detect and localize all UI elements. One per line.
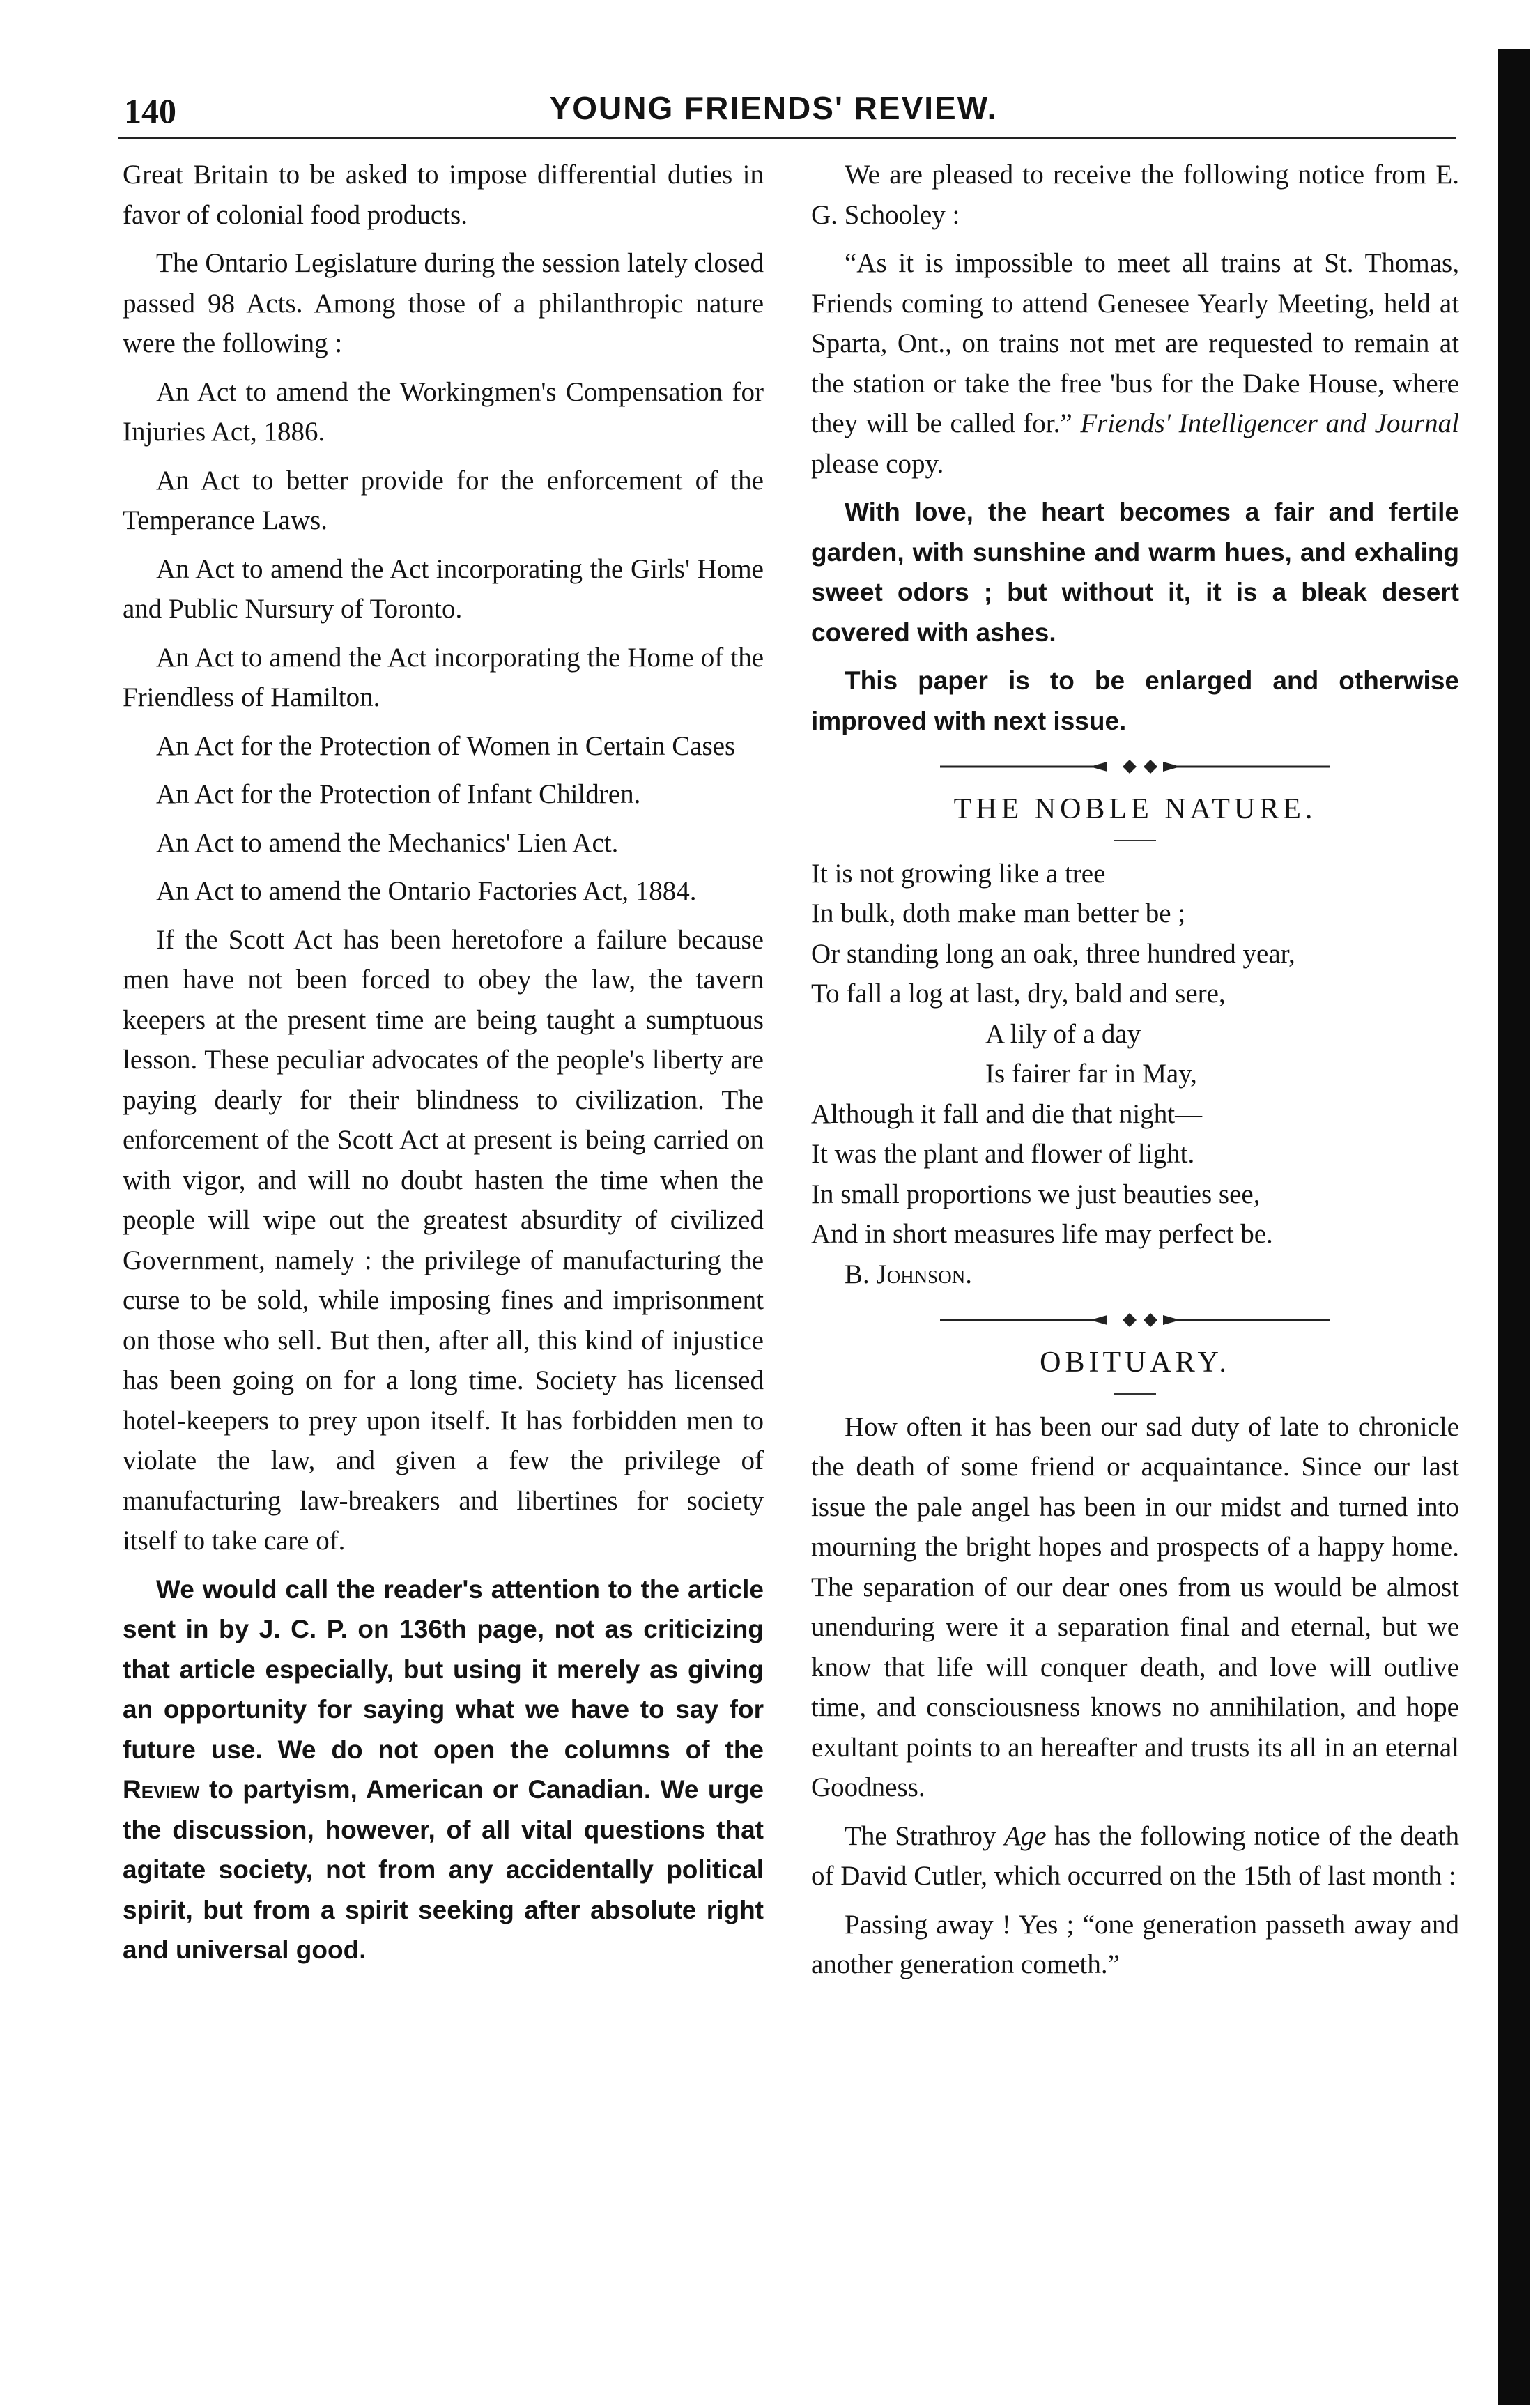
ornament-divider [940, 756, 1330, 777]
poem-line: In small proportions we just beauties see, [811, 1179, 1261, 1209]
act-item: An Act for the Protection of Infant Children. [156, 779, 641, 809]
paragraph-duties: Great Britain to be asked to impose differential duties in favor of colonial food products. [123, 160, 764, 230]
poem-line: Is fairer far in May, [985, 1059, 1197, 1089]
act-item: An Act for the Protection of Women in Certain Cases [156, 730, 736, 761]
obituary-notice [811, 1816, 1459, 1896]
paragraph-scott-act: If the Scott Act has been heretofore a failure because men have not been forced to obey the law, the tavern keepers at the present time are being taught a sumptuous lesson. These peculiar advocates of the people's liberty are paying dearly for their blindness to civilization. The enforcement of the Scott Act at present is being carried on with vigor, and will no doubt hasten the time when the people will wipe out the greatest absurdity of civilized Government, namely : the privilege of manufacturing the curse to be sold, while imposing fines and imprisonment on those who sell. But then, after all, this kind of injustice has been going on for a long time. Society has licensed hotel-keepers to prey upon itself. It has forbidden men to violate the law, and given a few the privilege of manufacturing law-breakers and libertines for society itself to take care of. [123, 924, 764, 1556]
obituary-notice-end: has the following notice of the death of David Cutler, which occurred on the 15th of last month : [811, 1820, 1460, 1891]
review-word: Review [123, 1775, 200, 1804]
obituary-publication: Age [1003, 1820, 1047, 1851]
poem-line: And in short measures life may perfect be. [811, 1219, 1273, 1249]
running-head-title: YOUNG FRIENDS' REVIEW. [549, 90, 998, 126]
enlarge-paragraph: This paper is to be enlarged and otherwise improved with next issue. [811, 666, 1459, 735]
page-number: 140 [124, 91, 176, 130]
editorial-paragraph [123, 1570, 764, 1970]
short-rule [1114, 840, 1156, 841]
notice-publication: Friends' Intelligencer and Journal [1080, 408, 1460, 438]
act-item: An Act to amend the Workingmen's Compensation for Injuries Act, 1886. [123, 376, 764, 447]
scan-edge-bar [1498, 49, 1530, 2405]
notice-quote [811, 243, 1459, 484]
act-item: An Act to amend the Act incorporating the Home of the Friendless of Hamilton. [123, 642, 764, 712]
header-rule [118, 137, 1456, 139]
notice-quote-text: “As it is impossible to meet all trains at St. Thomas, Friends coming to attend Genesee Yearly Meeting, held at Sparta, Ont., on trains not met are requested to remain at the station or take the free 'bus for the Dake House, where they will be called for.” [811, 248, 1459, 438]
obituary-title: OBITUARY. [1040, 1347, 1231, 1379]
poem-line: A lily of a day [985, 1018, 1141, 1049]
paragraph-legislature: The Ontario Legislature during the session lately closed passed 98 Acts. Among those of a philanthropic nature were the following : [123, 248, 764, 358]
obituary-paragraph: How often it has been our sad duty of late to chronicle the death of some friend or acquaintance. Since our last issue the pale angel has been in our midst and turned into mourning the bright hopes and prospects of a happy home. The separation of our dear ones from us would be almost unenduring were it a separation final and eternal, but we know that life will conquer death, and love will outlive time, and consciousness knows no annihilation, and hope exultant points to an hereafter and trusts its all in an eternal Goodness. [811, 1411, 1459, 1802]
poem-line: It was the plant and flower of light. [811, 1139, 1195, 1169]
short-rule [1114, 1393, 1156, 1395]
poem-line: To fall a log at last, dry, bald and sere, [811, 979, 1226, 1009]
act-item: An Act to amend the Ontario Factories Act, 1884. [156, 876, 697, 906]
poem-line: Although it fall and die that night— [811, 1098, 1203, 1129]
poem-line: Or standing long an oak, three hundred year, [811, 938, 1295, 969]
obituary-notice-start: The Strathroy [845, 1820, 1004, 1851]
left-column [123, 155, 764, 1979]
act-item: An Act to amend the Mechanics' Lien Act. [156, 827, 619, 858]
right-column [811, 155, 1459, 1993]
love-paragraph: With love, the heart becomes a fair and fertile garden, with sunshine and warm hues, and exhaling sweet odors ; but without it, it is a bleak desert covered with ashes. [811, 498, 1459, 647]
editorial-text-end: to partyism, American or Canadian. We urge the discussion, however, of all vital questions that agitate society, not from any accidentally political spirit, but from a spirit seeking after absolute right and universal good. [123, 1775, 764, 1964]
notice-end: please copy. [811, 448, 944, 479]
notice-intro: We are pleased to receive the following notice from E. G. Schooley : [811, 160, 1459, 230]
editorial-text-start: We would call the reader's attention to the article sent in by J. C. P. on 136th page, not as criticizing that article especially, but using it merely as giving an opportunity for saying what we have to say for future use. We do not open the columns of the [123, 1574, 764, 1764]
poem [811, 854, 1459, 1255]
poem-signature: B. Johnson. [845, 1259, 972, 1289]
obituary-quote: Passing away ! Yes ; “one generation passeth away and another generation cometh.” [811, 1909, 1459, 1979]
poem-line: It is not growing like a tree [811, 858, 1106, 889]
act-item: An Act to amend the Act incorporating the Girls' Home and Public Nursury of Toronto. [123, 553, 764, 624]
ornament-divider [940, 1310, 1330, 1330]
act-item: An Act to better provide for the enforcement of the Temperance Laws. [123, 465, 764, 535]
poem-title: THE NOBLE NATURE. [953, 793, 1317, 825]
poem-line: In bulk, doth make man better be ; [811, 898, 1186, 928]
